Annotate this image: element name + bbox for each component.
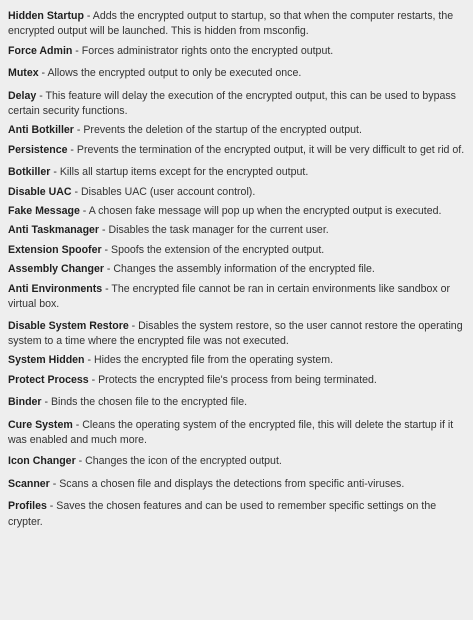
feature-name: Anti Taskmanager (8, 224, 100, 237)
feature-extension-spoofer (8, 243, 467, 258)
feature-name: Anti Botkiller (8, 124, 74, 137)
feature-description: Binds the chosen file to the encrypted file. (50, 396, 248, 409)
feature-mutex (8, 66, 467, 81)
feature-name: Hidden Startup (8, 10, 84, 22)
feature-cure-system (8, 418, 467, 449)
feature-assembly-changer (8, 262, 467, 277)
feature-name: Cure System (8, 418, 73, 431)
feature-separator: - (128, 319, 139, 332)
feature-name: System Hidden (8, 354, 85, 367)
feature-anti-environments (8, 282, 467, 313)
feature-name: Anti Environments (8, 282, 103, 295)
feature-name: Scanner (8, 477, 50, 490)
feature-name: Assembly Changer (8, 263, 104, 276)
feature-description: The encrypted file cannot be ran in certain environments like sandbox or virtual box. (8, 282, 451, 311)
feature-name: Mutex (8, 67, 39, 80)
feature-description: Spoofs the extension of the encrypted output. (111, 243, 325, 256)
feature-icon-changer (8, 454, 467, 469)
feature-protect-process (8, 373, 467, 388)
feature-description: Adds the encrypted output to startup, so that when the computer restarts, the encrypted output will be launched. This is hidden from msconfig. (8, 10, 454, 38)
feature-separator: - (46, 500, 57, 513)
feature-separator: - (36, 89, 46, 102)
feature-anti-taskmanager (8, 223, 467, 238)
feature-description: Kills all startup items except for the encrypted output. (59, 166, 309, 179)
feature-name: Force Admin (8, 44, 73, 57)
feature-separator: - (103, 263, 114, 276)
feature-separator: - (38, 67, 48, 80)
feature-separator: - (50, 166, 60, 179)
feature-separator: - (84, 354, 94, 367)
feature-disable-system-restore (8, 319, 467, 350)
feature-description: Hides the encrypted file from the operating system. (93, 354, 334, 367)
feature-description: Cleans the operating system of the encrypted file, this will delete the startup if it was enabled and much more. (8, 418, 454, 446)
feature-description: Allows the encrypted output to only be executed once. (47, 67, 302, 80)
feature-separator: - (73, 124, 84, 137)
feature-name: Extension Spoofer (8, 243, 102, 256)
feature-description: This feature will delay the execution of the encrypted output, this can be used to bypass certain security functions. (8, 89, 456, 118)
feature-separator: - (72, 44, 82, 57)
feature-name: Delay (8, 89, 37, 102)
feature-separator: - (79, 205, 89, 218)
feature-persistence (8, 143, 467, 158)
feature-name: Profiles (8, 500, 47, 513)
feature-botkiller (8, 165, 467, 180)
feature-separator: - (75, 455, 86, 468)
feature-separator: - (101, 243, 112, 256)
feature-description: Forces administrator rights onto the encrypted output. (81, 44, 334, 57)
feature-description: Saves the chosen features and can be used to remember specific settings on the crypter. (8, 500, 437, 528)
feature-description: A chosen fake message will pop up when the encrypted output is executed. (88, 205, 442, 218)
feature-binder (8, 395, 467, 410)
feature-separator: - (88, 373, 99, 386)
feature-anti-botkiller (8, 123, 467, 138)
feature-description: Prevents the deletion of the startup of the encrypted output. (83, 124, 362, 137)
feature-name: Icon Changer (8, 455, 76, 468)
feature-name: Disable UAC (8, 185, 72, 198)
feature-description: Scans a chosen file and displays the detections from specific anti-viruses. (59, 477, 405, 490)
feature-description: Protects the encrypted file's process from being terminated. (98, 373, 377, 386)
feature-disable-uac (8, 185, 467, 200)
feature-description: Prevents the termination of the encrypted output, it will be very difficult to get rid of. (76, 143, 465, 156)
feature-hidden-startup (8, 9, 467, 40)
feature-name: Disable System Restore (8, 319, 129, 332)
feature-name: Binder (8, 396, 42, 409)
feature-name: Protect Process (8, 373, 89, 386)
feature-name: Fake Message (8, 205, 80, 218)
feature-name: Botkiller (8, 166, 51, 179)
feature-force-admin (8, 44, 467, 59)
feature-separator: - (71, 185, 81, 198)
feature-separator: - (72, 418, 83, 431)
feature-description: Disables the system restore, so the user cannot restore the operating system to a time where the encrypted file was not executed. (8, 319, 463, 347)
feature-description: Disables the task manager for the current user. (108, 224, 329, 237)
feature-separator: - (49, 477, 60, 490)
feature-delay (8, 89, 467, 120)
feature-name: Persistence (8, 143, 68, 156)
feature-description: Disables UAC (user account control). (81, 185, 256, 198)
feature-system-hidden (8, 353, 467, 368)
feature-separator: - (99, 224, 109, 237)
feature-profiles (8, 499, 467, 530)
feature-fake-message (8, 204, 467, 219)
feature-separator: - (67, 143, 77, 156)
feature-description: Changes the assembly information of the encrypted file. (113, 263, 375, 276)
feature-separator: - (83, 10, 93, 22)
feature-description: Changes the icon of the encrypted output. (85, 455, 282, 468)
feature-separator: - (102, 282, 112, 295)
feature-scanner (8, 477, 467, 492)
feature-separator: - (41, 396, 51, 409)
